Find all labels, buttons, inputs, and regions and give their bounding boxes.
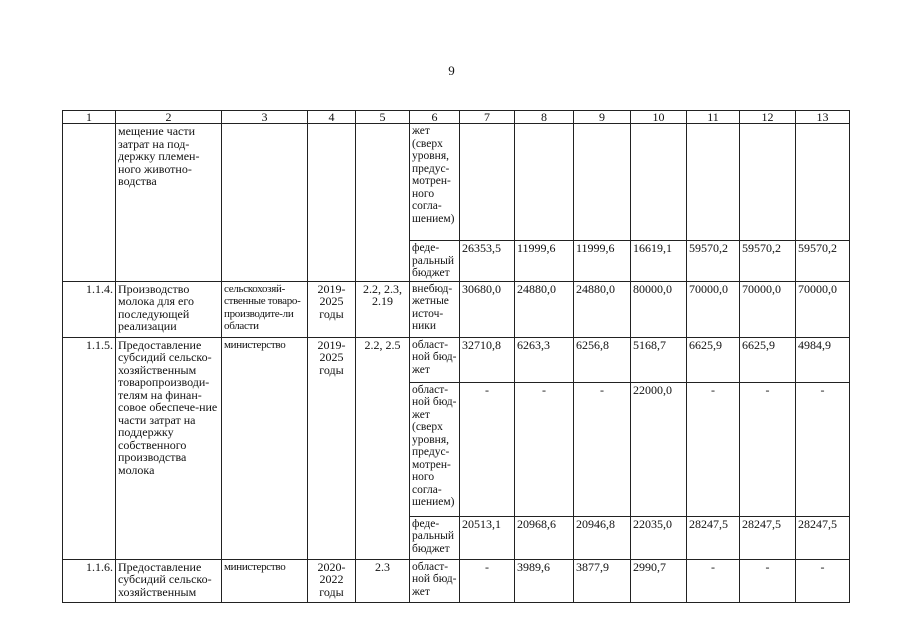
value-cell: 30680,0 bbox=[460, 281, 515, 337]
item-period-cell: 2019-2025 годы bbox=[308, 337, 356, 559]
column-number: 1 bbox=[63, 111, 116, 124]
funding-source-cell: област-ной бюд-жет bbox=[410, 559, 460, 602]
value-cell: 5168,7 bbox=[631, 337, 687, 382]
value-cell: - bbox=[515, 382, 574, 516]
funding-source-cell: феде-ральный бюджет bbox=[410, 516, 460, 559]
value-cell: 70000,0 bbox=[740, 281, 796, 337]
value-cell: 28247,5 bbox=[740, 516, 796, 559]
item-name-cell: Производство молока для его последующей реализации bbox=[116, 281, 222, 337]
value-cell bbox=[687, 124, 740, 241]
value-cell: - bbox=[460, 382, 515, 516]
value-cell: 6256,8 bbox=[574, 337, 631, 382]
value-cell: 4984,9 bbox=[796, 337, 850, 382]
value-cell: 20513,1 bbox=[460, 516, 515, 559]
program-activities-table bbox=[62, 110, 850, 603]
value-cell: 70000,0 bbox=[796, 281, 850, 337]
funding-source-cell: феде-ральный бюджет bbox=[410, 241, 460, 282]
value-cell: 70000,0 bbox=[687, 281, 740, 337]
column-number: 3 bbox=[222, 111, 308, 124]
funding-source-cell: област-ной бюд-жет (сверх уровня, предус-мотрен-ного согла-шением) bbox=[410, 382, 460, 516]
value-cell: 3989,6 bbox=[515, 559, 574, 602]
item-executor-cell: министерство bbox=[222, 337, 308, 559]
column-number: 9 bbox=[574, 111, 631, 124]
value-cell bbox=[631, 124, 687, 241]
value-cell: 24880,0 bbox=[515, 281, 574, 337]
table-row bbox=[63, 124, 850, 241]
table-row bbox=[63, 281, 850, 337]
value-cell: - bbox=[687, 382, 740, 516]
value-cell: 59570,2 bbox=[687, 241, 740, 282]
value-cell: 59570,2 bbox=[796, 241, 850, 282]
value-cell: 6263,3 bbox=[515, 337, 574, 382]
value-cell: - bbox=[796, 382, 850, 516]
value-cell: - bbox=[687, 559, 740, 602]
column-number: 11 bbox=[687, 111, 740, 124]
value-cell: - bbox=[574, 382, 631, 516]
item-indicators-cell: 2.2, 2.5 bbox=[356, 337, 410, 559]
value-cell: - bbox=[740, 559, 796, 602]
item-period-cell: 2019-2025 годы bbox=[308, 281, 356, 337]
value-cell: 32710,8 bbox=[460, 337, 515, 382]
item-executor-cell: сельскохозяй-ственные товаро-производите-ли области bbox=[222, 281, 308, 337]
column-number: 13 bbox=[796, 111, 850, 124]
item-period-cell: 2020-2022 годы bbox=[308, 559, 356, 602]
item-executor-cell bbox=[222, 124, 308, 282]
item-name-cell: мещение части затрат на под-держку племен-ного животно-водства bbox=[116, 124, 222, 282]
value-cell: 59570,2 bbox=[740, 241, 796, 282]
value-cell: 11999,6 bbox=[515, 241, 574, 282]
column-number: 5 bbox=[356, 111, 410, 124]
table-header bbox=[63, 111, 850, 124]
page-number: 9 bbox=[448, 63, 455, 78]
value-cell: 6625,9 bbox=[687, 337, 740, 382]
table-row bbox=[63, 337, 850, 382]
value-cell: 22035,0 bbox=[631, 516, 687, 559]
item-code-cell: 1.1.5. bbox=[63, 337, 116, 559]
funding-source-cell: област-ной бюд-жет bbox=[410, 337, 460, 382]
column-number: 8 bbox=[515, 111, 574, 124]
value-cell: - bbox=[460, 559, 515, 602]
value-cell: - bbox=[796, 559, 850, 602]
value-cell: 11999,6 bbox=[574, 241, 631, 282]
item-name-cell: Предоставление субсидий сельско-хозяйственным bbox=[116, 559, 222, 602]
column-number: 10 bbox=[631, 111, 687, 124]
value-cell bbox=[740, 124, 796, 241]
item-indicators-cell bbox=[356, 124, 410, 282]
column-number: 12 bbox=[740, 111, 796, 124]
funding-source-cell: внебюд-жетные источ-ники bbox=[410, 281, 460, 337]
value-cell: 6625,9 bbox=[740, 337, 796, 382]
value-cell: 16619,1 bbox=[631, 241, 687, 282]
value-cell: 20946,8 bbox=[574, 516, 631, 559]
value-cell bbox=[460, 124, 515, 241]
item-indicators-cell: 2.3 bbox=[356, 559, 410, 602]
value-cell: 80000,0 bbox=[631, 281, 687, 337]
value-cell bbox=[796, 124, 850, 241]
item-name-cell: Предоставление субсидий сельско-хозяйственным товаропроизводи-телям на финан-совое обеспече-ние части затрат на поддержку собственного производства молока bbox=[116, 337, 222, 559]
value-cell: - bbox=[740, 382, 796, 516]
value-cell: 26353,5 bbox=[460, 241, 515, 282]
value-cell: 2990,7 bbox=[631, 559, 687, 602]
column-number: 6 bbox=[410, 111, 460, 124]
value-cell: 3877,9 bbox=[574, 559, 631, 602]
column-number: 4 bbox=[308, 111, 356, 124]
value-cell: 22000,0 bbox=[631, 382, 687, 516]
value-cell: 28247,5 bbox=[687, 516, 740, 559]
value-cell bbox=[515, 124, 574, 241]
column-number-row bbox=[63, 111, 850, 124]
funding-source-cell: жет (сверх уровня, предус-мотрен-ного согла-шением) bbox=[410, 124, 460, 241]
column-number: 2 bbox=[116, 111, 222, 124]
item-code-cell bbox=[63, 124, 116, 282]
item-code-cell: 1.1.4. bbox=[63, 281, 116, 337]
value-cell: 28247,5 bbox=[796, 516, 850, 559]
item-executor-cell: министерство bbox=[222, 559, 308, 602]
value-cell: 20968,6 bbox=[515, 516, 574, 559]
table-row bbox=[63, 559, 850, 602]
item-period-cell bbox=[308, 124, 356, 282]
value-cell: 24880,0 bbox=[574, 281, 631, 337]
column-number: 7 bbox=[460, 111, 515, 124]
item-code-cell: 1.1.6. bbox=[63, 559, 116, 602]
value-cell bbox=[574, 124, 631, 241]
item-indicators-cell: 2.2, 2.3, 2.19 bbox=[356, 281, 410, 337]
